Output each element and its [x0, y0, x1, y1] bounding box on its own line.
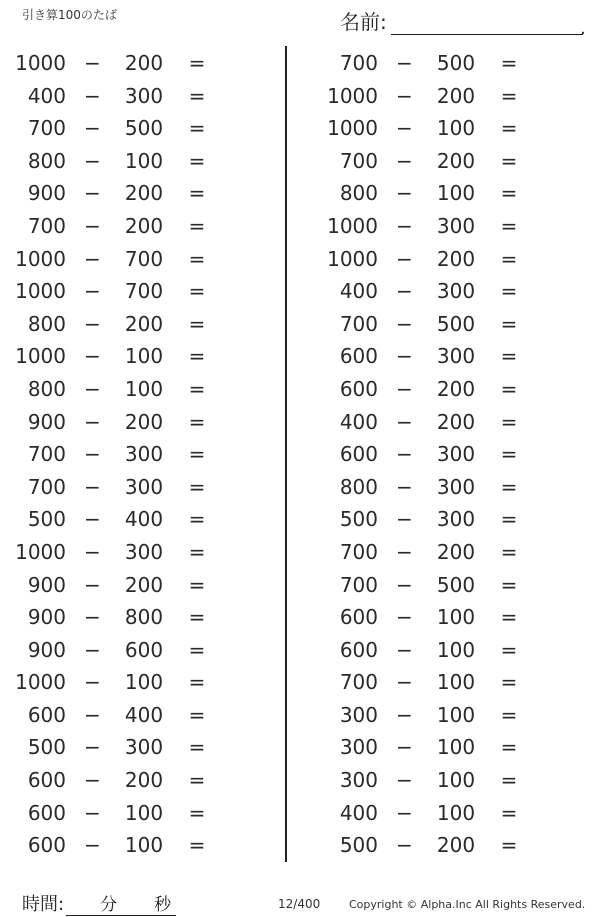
equals-sign: = [500, 213, 518, 238]
equals-sign: = [500, 51, 518, 75]
minus-sign: − [396, 344, 413, 369]
subtrahend: 100 [436, 702, 476, 727]
minus-sign: − [396, 213, 413, 238]
name-field [340, 6, 583, 35]
equals-sign: = [188, 279, 206, 304]
minuend: 800 [27, 148, 66, 173]
minuend: 300 [339, 768, 378, 793]
minus-sign: − [84, 768, 101, 793]
minus-sign: − [84, 148, 101, 173]
subtrahend: 100 [436, 637, 476, 662]
minus-sign: − [84, 833, 101, 858]
minus-sign: − [84, 702, 101, 727]
subtrahend: 300 [124, 735, 164, 760]
minuend: 700 [339, 311, 378, 336]
equals-sign: = [188, 768, 206, 793]
subtrahend: 400 [124, 702, 164, 727]
subtrahend: 100 [436, 768, 476, 793]
equals-sign: = [188, 181, 206, 206]
minus-sign: − [396, 409, 413, 434]
equals-sign: = [188, 474, 206, 499]
minuend: 400 [339, 279, 378, 304]
subtrahend: 100 [436, 735, 476, 760]
equals-sign: = [188, 148, 206, 173]
minuend: 300 [339, 702, 378, 727]
minuend: 700 [339, 148, 378, 173]
minus-sign: − [396, 768, 413, 793]
minuend: 700 [27, 474, 66, 499]
minus-sign: − [84, 311, 101, 336]
equals-sign: = [500, 735, 518, 760]
minuend: 1000 [15, 246, 66, 271]
minus-sign: − [84, 572, 101, 597]
minus-sign: − [396, 116, 413, 141]
equals-sign: = [188, 539, 206, 564]
seconds-label: 秒 [154, 895, 172, 915]
minuend: 700 [27, 213, 66, 238]
minus-sign: − [84, 442, 101, 467]
equals-sign: = [188, 800, 206, 825]
subtrahend: 300 [436, 442, 476, 467]
minuend: 1000 [15, 539, 66, 564]
equals-sign: = [500, 800, 518, 825]
minus-sign: − [396, 279, 413, 304]
subtrahend: 200 [436, 148, 476, 173]
name-label: 名前: [340, 10, 387, 34]
minuend: 600 [27, 800, 66, 825]
minuend: 800 [27, 311, 66, 336]
subtrahend: 300 [436, 279, 476, 304]
worksheet-title: 引き算100のたば [22, 8, 117, 22]
minus-sign: − [396, 442, 413, 467]
subtrahend: 100 [436, 605, 476, 630]
minus-sign: − [396, 800, 413, 825]
minuend: 600 [27, 768, 66, 793]
minus-sign: − [396, 572, 413, 597]
minuend: 600 [339, 442, 378, 467]
equals-sign: = [188, 735, 206, 760]
time-field [22, 890, 176, 916]
minuend: 400 [27, 83, 66, 108]
minus-sign: − [84, 376, 101, 401]
minuend: 900 [27, 572, 66, 597]
equals-sign: = [500, 637, 518, 662]
minuend: 800 [339, 474, 378, 499]
minuend: 1000 [15, 279, 66, 304]
equals-sign: = [188, 507, 206, 532]
subtrahend: 100 [436, 181, 476, 206]
minus-sign: − [396, 670, 413, 695]
subtrahend: 200 [436, 83, 476, 108]
equals-sign: = [188, 344, 206, 369]
equals-sign: = [500, 83, 518, 108]
minus-sign: − [84, 279, 101, 304]
subtrahend: 100 [124, 148, 164, 173]
minuend: 900 [27, 637, 66, 662]
minus-sign: − [396, 376, 413, 401]
minuend: 300 [339, 735, 378, 760]
subtrahend: 300 [124, 474, 164, 499]
equals-sign: = [500, 344, 518, 369]
minuend: 800 [27, 376, 66, 401]
minus-sign: − [84, 116, 101, 141]
minus-sign: − [396, 637, 413, 662]
subtrahend: 500 [436, 51, 476, 75]
subtrahend: 200 [124, 213, 164, 238]
minuend: 900 [27, 409, 66, 434]
minuend: 1000 [327, 83, 378, 108]
equals-sign: = [500, 768, 518, 793]
minuend: 900 [27, 181, 66, 206]
equals-sign: = [500, 670, 518, 695]
minuend: 600 [339, 637, 378, 662]
subtrahend: 500 [436, 311, 476, 336]
minuend: 500 [27, 735, 66, 760]
minus-sign: − [396, 833, 413, 858]
subtrahend: 100 [124, 344, 164, 369]
subtrahend: 300 [124, 539, 164, 564]
minus-sign: − [396, 246, 413, 271]
equals-sign: = [500, 702, 518, 727]
subtrahend: 300 [124, 83, 164, 108]
equals-sign: = [188, 83, 206, 108]
subtrahend: 200 [124, 51, 164, 75]
minuend: 800 [339, 181, 378, 206]
equals-sign: = [188, 409, 206, 434]
equals-sign: = [188, 637, 206, 662]
minus-sign: − [84, 637, 101, 662]
minuend: 1000 [327, 213, 378, 238]
subtrahend: 700 [124, 246, 164, 271]
subtrahend: 300 [436, 344, 476, 369]
subtrahend: 200 [124, 181, 164, 206]
equals-sign: = [188, 702, 206, 727]
minuend: 700 [339, 51, 378, 75]
minuend: 1000 [327, 246, 378, 271]
subtrahend: 100 [436, 800, 476, 825]
subtrahend: 200 [124, 311, 164, 336]
minus-sign: − [84, 213, 101, 238]
minus-sign: − [396, 507, 413, 532]
minus-sign: − [396, 83, 413, 108]
equals-sign: = [188, 605, 206, 630]
minuend: 500 [339, 833, 378, 858]
equals-sign: = [500, 279, 518, 304]
minus-sign: − [84, 539, 101, 564]
minus-sign: − [84, 670, 101, 695]
equals-sign: = [500, 311, 518, 336]
minus-sign: − [396, 605, 413, 630]
time-input-line[interactable] [66, 893, 176, 916]
equals-sign: = [500, 833, 518, 858]
subtrahend: 100 [436, 116, 476, 141]
equals-sign: = [188, 311, 206, 336]
subtrahend: 200 [124, 768, 164, 793]
minus-sign: − [396, 311, 413, 336]
minuend: 600 [339, 344, 378, 369]
name-input-line[interactable] [391, 16, 583, 35]
minuend: 600 [339, 376, 378, 401]
minus-sign: − [84, 507, 101, 532]
subtrahend: 200 [436, 409, 476, 434]
subtrahend: 200 [436, 376, 476, 401]
minuend: 700 [27, 116, 66, 141]
subtrahend: 200 [124, 409, 164, 434]
equals-sign: = [500, 539, 518, 564]
equals-sign: = [500, 572, 518, 597]
subtrahend: 200 [436, 246, 476, 271]
minuend: 600 [27, 833, 66, 858]
subtrahend: 300 [436, 507, 476, 532]
equals-sign: = [500, 148, 518, 173]
minuend: 700 [339, 572, 378, 597]
equals-sign: = [188, 246, 206, 271]
minus-sign: − [396, 539, 413, 564]
subtrahend: 100 [124, 833, 164, 858]
equals-sign: = [188, 116, 206, 141]
minuend: 700 [27, 442, 66, 467]
subtrahend: 100 [124, 376, 164, 401]
subtrahend: 700 [124, 279, 164, 304]
subtrahend: 300 [436, 213, 476, 238]
page-number: 12/400 [278, 897, 321, 911]
subtrahend: 200 [436, 539, 476, 564]
equals-sign: = [188, 51, 206, 75]
equals-sign: = [500, 474, 518, 499]
subtrahend: 100 [124, 800, 164, 825]
minuend: 500 [27, 507, 66, 532]
copyright-notice: Copyright © Alpha.Inc All Rights Reserved. [349, 898, 586, 911]
minus-sign: − [84, 605, 101, 630]
minus-sign: − [84, 344, 101, 369]
minus-sign: − [84, 800, 101, 825]
time-label: 時間: [22, 894, 65, 915]
minuend: 400 [339, 409, 378, 434]
subtrahend: 500 [436, 572, 476, 597]
subtrahend: 500 [124, 116, 164, 141]
equals-sign: = [188, 833, 206, 858]
minus-sign: − [396, 181, 413, 206]
equals-sign: = [188, 442, 206, 467]
subtrahend: 200 [124, 572, 164, 597]
subtrahend: 200 [436, 833, 476, 858]
equals-sign: = [500, 181, 518, 206]
minuend: 1000 [327, 116, 378, 141]
minuend: 500 [339, 507, 378, 532]
minuend: 900 [27, 605, 66, 630]
minuend: 600 [27, 702, 66, 727]
minus-sign: − [84, 474, 101, 499]
subtrahend: 300 [124, 442, 164, 467]
subtrahend: 600 [124, 637, 164, 662]
minus-sign: − [84, 83, 101, 108]
equals-sign: = [188, 213, 206, 238]
subtrahend: 100 [124, 670, 164, 695]
minus-sign: − [396, 51, 413, 75]
minus-sign: − [396, 474, 413, 499]
equals-sign: = [500, 246, 518, 271]
minuend: 1000 [15, 670, 66, 695]
minus-sign: − [84, 181, 101, 206]
equals-sign: = [500, 605, 518, 630]
equals-sign: = [500, 409, 518, 434]
subtrahend: 400 [124, 507, 164, 532]
minus-sign: − [396, 148, 413, 173]
minus-sign: − [396, 735, 413, 760]
equals-sign: = [500, 442, 518, 467]
minuend: 700 [339, 539, 378, 564]
column-divider [285, 46, 287, 862]
minutes-label: 分 [100, 895, 118, 915]
subtrahend: 100 [436, 670, 476, 695]
minuend: 1000 [15, 344, 66, 369]
subtrahend: 300 [436, 474, 476, 499]
subtrahend: 800 [124, 605, 164, 630]
equals-sign: = [500, 116, 518, 141]
minus-sign: − [84, 51, 101, 75]
equals-sign: = [188, 670, 206, 695]
equals-sign: = [188, 572, 206, 597]
minus-sign: − [396, 702, 413, 727]
equals-sign: = [500, 376, 518, 401]
minuend: 400 [339, 800, 378, 825]
minus-sign: − [84, 735, 101, 760]
minus-sign: − [84, 409, 101, 434]
equals-sign: = [500, 507, 518, 532]
minuend: 1000 [15, 51, 66, 75]
equals-sign: = [188, 376, 206, 401]
minuend: 600 [339, 605, 378, 630]
minus-sign: − [84, 246, 101, 271]
minuend: 700 [339, 670, 378, 695]
